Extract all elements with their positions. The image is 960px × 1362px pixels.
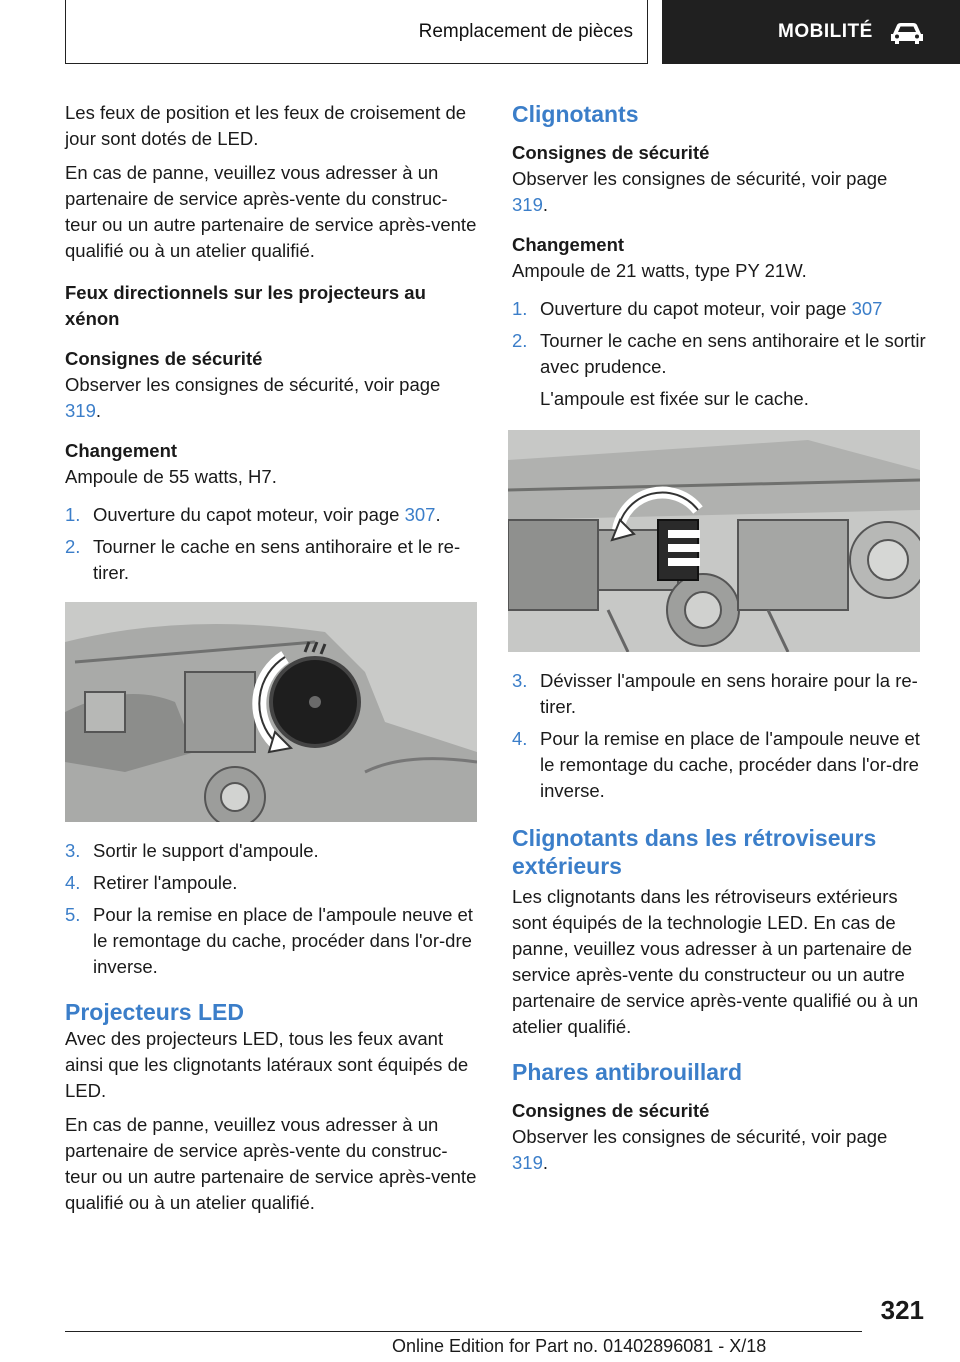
chapter-title: MOBILITÉ: [778, 21, 873, 42]
safety-text: Observer les consignes de sécurité, voir page 319.: [512, 1126, 888, 1173]
list-item: 4. Retirer l'ampoule.: [65, 872, 238, 893]
list-item: 3. Dévisser l'ampoule en sens horaire pour la re-tirer.: [512, 670, 918, 717]
steps-list-a: [512, 296, 928, 380]
heading-safety: Consignes de sécurité: [512, 1100, 710, 1121]
steps-list-b: [512, 668, 928, 804]
list-item: 2. Tourner le cache en sens antihoraire et le sortir avec prudence.: [512, 330, 926, 377]
headlight-photo-indicator: [508, 430, 920, 652]
safety-text: Observer les consignes de sécurité, voir page 319.: [65, 374, 441, 421]
heading-xenon: Feux directionnels sur les projecteurs au xénon: [65, 282, 426, 329]
page-link-307[interactable]: 307: [851, 298, 883, 319]
bulb-spec: Ampoule de 21 watts, type PY 21W.: [512, 260, 807, 281]
list-item: 1. Ouverture du capot moteur, voir page 307: [512, 298, 883, 319]
heading-change: Changement: [65, 440, 178, 461]
bulb-spec: Ampoule de 55 watts, H7.: [65, 466, 277, 487]
page-link-319[interactable]: 319: [512, 194, 543, 215]
page-link-319[interactable]: 319: [512, 1152, 543, 1173]
page-link-319[interactable]: 319: [65, 400, 96, 421]
step-2-note: L'ampoule est fixée sur le cache.: [540, 388, 809, 409]
header-chapter-tab: [662, 0, 960, 64]
heading-fog-lights: Phares antibrouillard: [512, 1059, 743, 1085]
page-link-307[interactable]: 307: [404, 504, 436, 525]
heading-clignotants: Clignotants: [512, 101, 639, 127]
heading-safety: Consignes de sécurité: [512, 142, 710, 163]
led-service-text: En cas de panne, veuillez vous adresser à un partenaire de service après-vente du construc-teur ou un autre partenaire de service après-vente qualifié ou à un atelier qualifié.: [65, 1114, 477, 1213]
headlight-photo-xenon: [65, 602, 477, 822]
led-projectors-text: Avec des projecteurs LED, tous les feux avant ainsi que les clignotants latéraux sont équipés de LED.: [65, 1028, 469, 1101]
heading-mirror-indicators: Clignotants dans les rétroviseurs extérieurs: [512, 825, 877, 879]
list-item: 4. Pour la remise en place de l'ampoule neuve et le remontage du cache, procéder dans l'or-dre inverse.: [512, 728, 920, 801]
list-item: 5. Pour la remise en place de l'ampoule neuve et le remontage du cache, procéder dans l'or-dre inverse.: [65, 904, 473, 977]
safety-text: Observer les consignes de sécurité, voir page 319.: [512, 168, 888, 215]
footer-divider: [65, 1331, 862, 1332]
steps-list-a: [65, 502, 477, 586]
heading-led-projectors: Projecteurs LED: [65, 999, 244, 1025]
page-number: 321: [880, 1295, 924, 1325]
list-item: 3. Sortir le support d'ampoule.: [65, 840, 319, 861]
steps-list-b: [65, 838, 477, 980]
footer-edition: Online Edition for Part no. 01402896081 - X/18: [392, 1336, 767, 1356]
heading-change: Changement: [512, 234, 625, 255]
right-column: [512, 100, 928, 1184]
car-icon: [887, 18, 927, 46]
left-column: [65, 100, 477, 1224]
list-item: 2. Tourner le cache en sens antihoraire et le re-tirer.: [65, 536, 461, 583]
list-item: 1. Ouverture du capot moteur, voir page 307.: [65, 504, 441, 525]
heading-safety: Consignes de sécurité: [65, 348, 263, 369]
header-section-title: [65, 0, 648, 64]
mirror-indicators-text: Les clignotants dans les rétroviseurs extérieurs sont équipés de la technologie LED. En cas de panne, veuillez vous adresser à un partenaire de service après-vente du constructeur ou un autre partenaire de service après-vente qualifié ou à un atelier qualifié.: [512, 886, 919, 1037]
led-intro-text: Les feux de position et les feux de croisement de jour sont dotés de LED.: [65, 102, 467, 149]
section-title: Remplacement de pièces: [418, 20, 633, 42]
service-text: En cas de panne, veuillez vous adresser à un partenaire de service après-vente du construc-teur ou un autre partenaire de service après-vente qualifié ou à un atelier qualifié.: [65, 162, 477, 261]
